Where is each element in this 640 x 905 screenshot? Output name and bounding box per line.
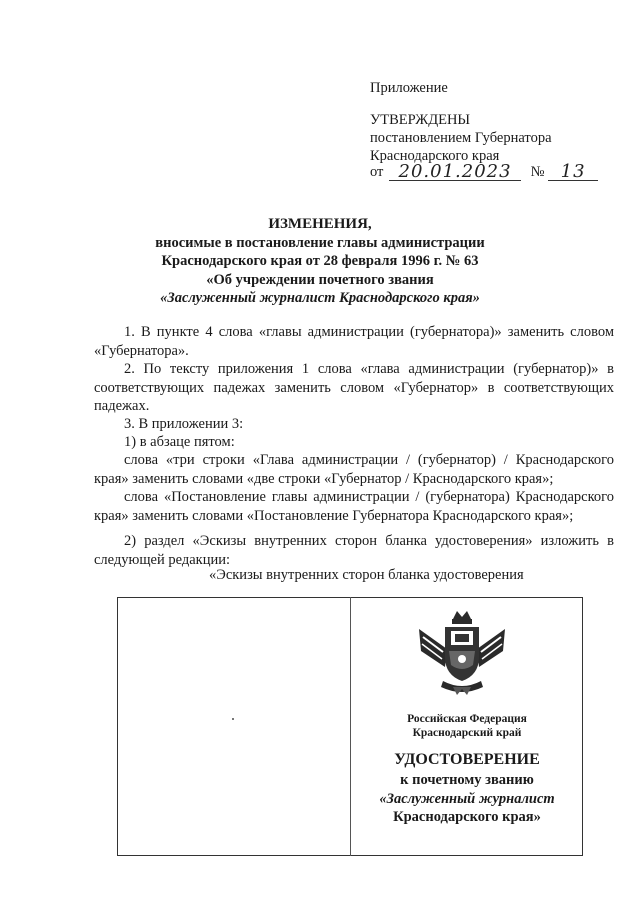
cert-title: УДОСТОВЕРЕНИЕ	[394, 751, 540, 768]
cert-federation: Российская Федерация	[407, 713, 527, 725]
paragraph-2: 2. По тексту приложения 1 слова «глава администрации (губернатор)» в соответствующих падежах заменить словом «Губернатор» в соответствующих падежах.	[94, 361, 614, 414]
cert-subtitle: к почетному званию	[400, 772, 534, 788]
number-label: №	[530, 164, 545, 180]
date-prefix: от	[370, 164, 384, 180]
date-handwritten: 20.01.2023	[398, 161, 512, 182]
title-line-1: вносимые в постановление главы администрации	[155, 234, 485, 251]
title-line-2: Краснодарского края от 28 февраля 1996 г. № 63	[161, 253, 479, 269]
date-field	[389, 163, 521, 181]
approved-region-line: Краснодарского края	[370, 148, 500, 164]
approval-date-line	[370, 163, 598, 181]
title-heading: ИЗМЕНЕНИЯ,	[268, 216, 372, 232]
cert-honor-line-1: «Заслуженный журналист	[379, 791, 555, 807]
paragraph-7: 2) раздел «Эскизы внутренних сторон бланка удостоверения» изложить в следующей редакции:	[94, 533, 614, 568]
document-title	[0, 215, 640, 308]
title-line-4: «Заслуженный журналист Краснодарского края»	[160, 290, 480, 306]
cert-honor-line-2: Краснодарского края»	[393, 809, 541, 825]
attachment-label: Приложение	[370, 80, 448, 96]
paragraph-3: 3. В приложении 3:	[124, 416, 244, 432]
approved-by-line: постановлением Губернатора	[370, 130, 552, 146]
number-field	[548, 163, 598, 181]
paragraph-1: 1. В пункте 4 слова «главы администрации (губернатора)» заменить словом «Губернатора».	[94, 324, 614, 359]
cert-region: Краснодарский край	[412, 727, 522, 739]
krasnodar-coat-of-arms-icon	[417, 607, 507, 699]
title-line-3: «Об учреждении почетного звания	[206, 271, 434, 288]
paragraph-5: слова «три строки «Глава администрации / (губернатор) / Краснодарского края» заменить словами «две строки «Губернатор / Краснодарского края»;	[94, 452, 614, 487]
number-handwritten: 13	[560, 161, 586, 182]
left-page-mark	[232, 718, 234, 720]
approved-label: УТВЕРЖДЕНЫ	[370, 112, 471, 128]
paragraph-6: слова «Постановление главы администрации / (губернатора) Краснодарского края» заменить словами «Постановление Губернатора Краснодарского края»;	[94, 489, 614, 524]
paragraph-8: «Эскизы внутренних сторон бланка удостоверения	[209, 567, 524, 583]
paragraph-4: 1) в абзаце пятом:	[124, 434, 235, 450]
